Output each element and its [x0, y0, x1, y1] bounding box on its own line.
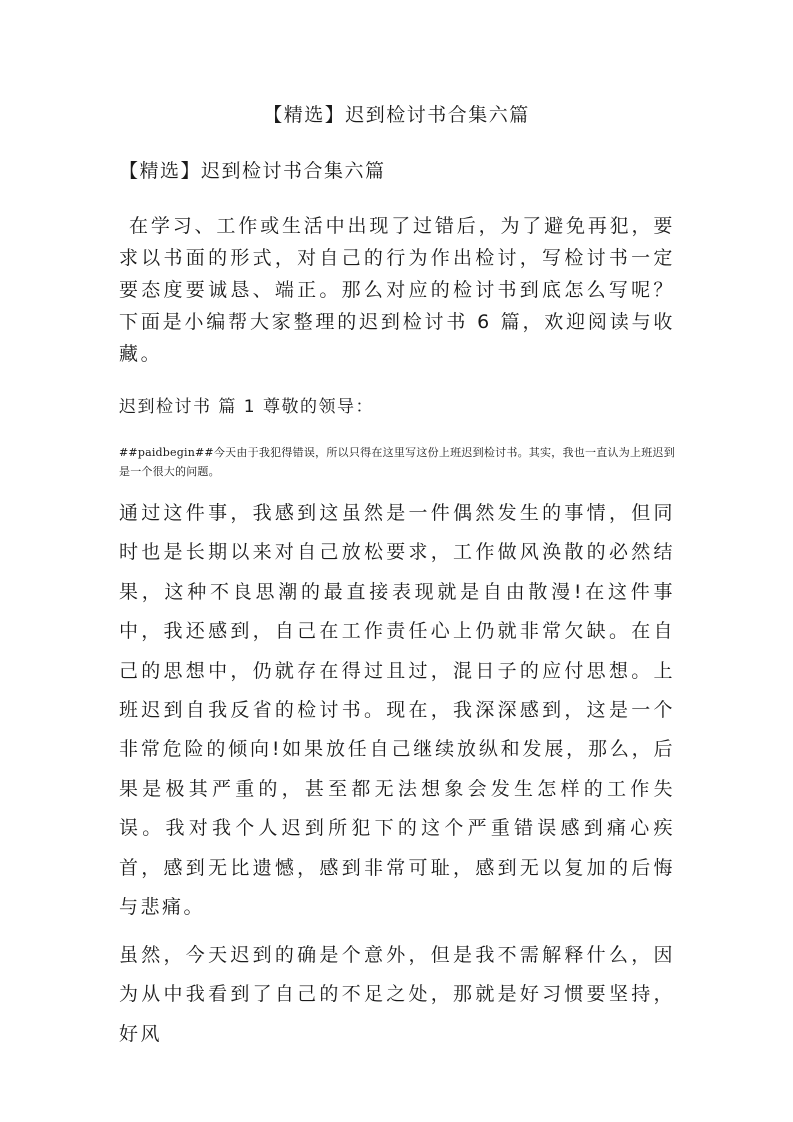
- intro-paragraph: 在学习、工作或生活中出现了过错后，为了避免再犯，要求以书面的形式，对自己的行为作出检讨，写检讨书一定要态度要诚恳、端正。那么对应的检讨书到底怎么写呢？下面是小编帮大家整理的迟到检讨书 6 篇，欢迎阅读与收藏。: [119, 215, 675, 365]
- body-paragraph-2: 虽然，今天迟到的确是个意外，但是我不需解释什么，因为从中我看到了自己的不足之处，那就是好习惯要坚持，好风: [119, 944, 675, 1045]
- section-heading: 迟到检讨书 篇 1 尊敬的领导：: [119, 397, 375, 417]
- paid-begin-line: ##paidbegin##今天由于我犯得错误，所以只得在这里写这份上班迟到检讨书。其实，我也一直认为上班迟到是一个很大的问题。: [119, 446, 675, 478]
- document-subtitle: 【精选】迟到检讨书合集六篇: [119, 160, 386, 182]
- body-paragraph-1: 通过这件事，我感到这虽然是一件偶然发生的事情，但同时也是长期以来对自己放松要求，工作做风涣散的必然结果，这种不良思潮的最直接表现就是自由散漫!在这件事中，我还感到，自己在工作责任心上仍就非常欠缺。在自己的思想中，仍就存在得过且过，混日子的应付思想。上班迟到自我反省的检讨书。现在，我深深感到，这是一个非常危险的倾向!如果放任自己继续放纵和发展，那么，后果是极其严重的，甚至都无法想象会发生怎样的工作失误。我对我个人迟到所犯下的这个严重错误感到痛心疾首，感到无比遗憾，感到非常可耻，感到无以复加的后悔与悲痛。: [119, 502, 675, 919]
- document-title: 【精选】迟到检讨书合集六篇: [263, 104, 530, 126]
